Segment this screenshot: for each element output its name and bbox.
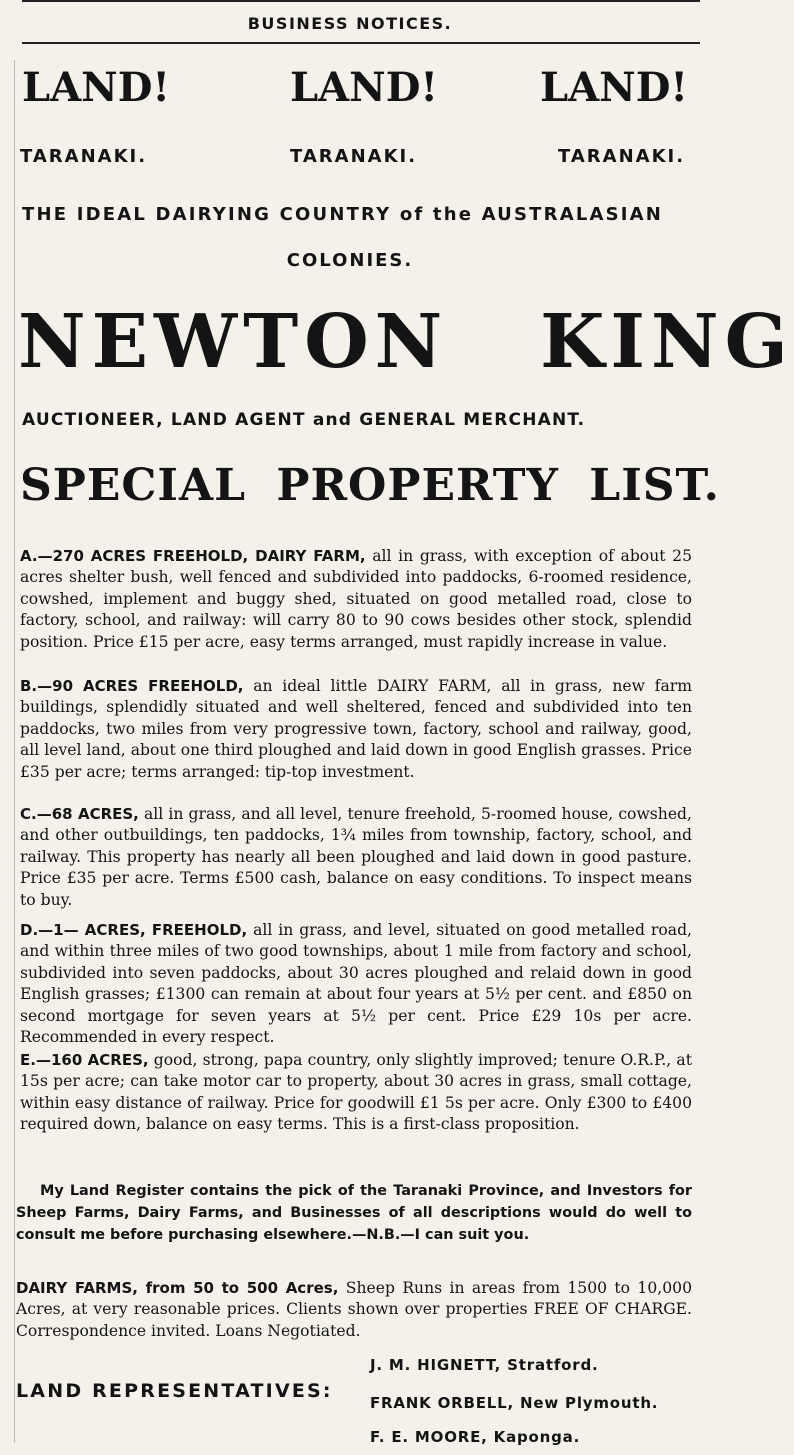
taranaki-heading-1: TARANAKI. xyxy=(20,146,148,167)
taranaki-heading-2: TARANAKI. xyxy=(290,146,418,167)
header-rule xyxy=(22,42,700,44)
tagline-continued: COLONIES. xyxy=(286,250,414,271)
dairy-farms-notice xyxy=(16,1278,692,1342)
property-e-body: good, strong, papa country, only slightly improved; tenure O.R.P., at 15s per acre; can take motor car to property, about 30 acres in grass, small cottage, within easy distance of railway. Price for goodwill £1 5s per acre. Only £300 to £400 required down, balance on easy terms. This is a first-class proposition. xyxy=(20,1051,692,1134)
property-d-body: all in grass, and level, situated on good metalled road, and within three miles of two good townships, about 1 mile from factory and school, subdivided into seven paddocks, about 30 acres ploughed and relaid down in good English grasses; £1300 can remain at about four years at 5½ per cent. and £850 on second mortgage for seven years at 5½ per cent. Price £29 10s per acre. Recommended in every respect. xyxy=(20,921,693,1047)
list-title: SPECIAL PROPERTY LIST. xyxy=(20,460,720,511)
land-register-notice xyxy=(16,1180,692,1246)
property-c-body: all in grass, and all level, tenure freehold, 5-roomed house, cowshed, and other outbuildings, ten paddocks, 1¾ miles from township, factory, school, and railway. This property has nearly all been ploughed and laid down in good pasture. Price £35 per acre. Terms £500 cash, balance on easy conditions. To inspect means to buy. xyxy=(20,805,693,909)
property-e-heading: E.—160 ACRES, xyxy=(20,1051,149,1069)
land-heading-2: LAND! xyxy=(290,64,438,111)
property-b-body: an ideal little DAIRY FARM, all in grass, new farm buildings, splendidly situated and well sheltered, fenced and subdivided into ten paddocks, two miles from very progressive town, factory, school and railway, good, all level land, about one third ploughed and laid down in good English grasses. Price £35 per acre; terms arranged: tip-top investment. xyxy=(20,677,692,781)
top-rule xyxy=(22,0,700,2)
land-heading-1: LAND! xyxy=(22,64,170,111)
property-a-heading: A.—270 ACRES FREEHOLD, DAIRY FARM, xyxy=(20,547,366,565)
property-b xyxy=(20,676,692,783)
taranaki-heading-3: TARANAKI. xyxy=(558,146,686,167)
tagline: THE IDEAL DAIRYING COUNTRY of the AUSTRALASIAN xyxy=(22,204,664,225)
land-heading-3: LAND! xyxy=(540,64,688,111)
dairy-body: Sheep Runs in areas from 1500 to 10,000 Acres, at very reasonable prices. Clients shown over properties FREE OF CHARGE. Correspondence invited. Loans Negotiated. xyxy=(16,1279,692,1340)
register-text: My Land Register contains the pick of the Taranaki Province, and Investors for Sheep Farms, Dairy Farms, and Businesses of all descriptions would do well to consult me before purchasing elsewhere.—N.B.—I can suit you. xyxy=(16,1183,692,1243)
company-description: AUCTIONEER, LAND AGENT and GENERAL MERCHANT. xyxy=(22,410,586,430)
property-e xyxy=(20,1050,692,1136)
dairy-heading: DAIRY FARMS, from 50 to 500 Acres, xyxy=(16,1279,339,1297)
representative-2: FRANK ORBELL, New Plymouth. xyxy=(370,1394,659,1412)
representatives-label: LAND REPRESENTATIVES: xyxy=(16,1380,333,1402)
representative-1: J. M. HIGNETT, Stratford. xyxy=(370,1356,599,1374)
property-c-heading: C.—68 ACRES, xyxy=(20,805,139,823)
section-header: BUSINESS NOTICES. xyxy=(247,14,453,33)
property-d xyxy=(20,920,692,1048)
property-d-heading: D.—1— ACRES, FREEHOLD, xyxy=(20,921,248,939)
company-name: NEWTON KING xyxy=(18,299,794,385)
representative-3: F. E. MOORE, Kaponga. xyxy=(370,1428,581,1446)
property-c xyxy=(20,804,692,911)
property-b-heading: B.—90 ACRES FREEHOLD, xyxy=(20,677,244,695)
property-a-body: all in grass, with exception of about 25 acres shelter bush, well fenced and subdivided into paddocks, 6-roomed residence, cowshed, implement and buggy shed, situated on good metalled road, close to factory, school, and railway: will carry 80 to 90 cows besides other stock, splendid position. Price £15 per acre, easy terms arranged, must rapidly increase in value. xyxy=(20,547,692,651)
property-a xyxy=(20,546,692,653)
